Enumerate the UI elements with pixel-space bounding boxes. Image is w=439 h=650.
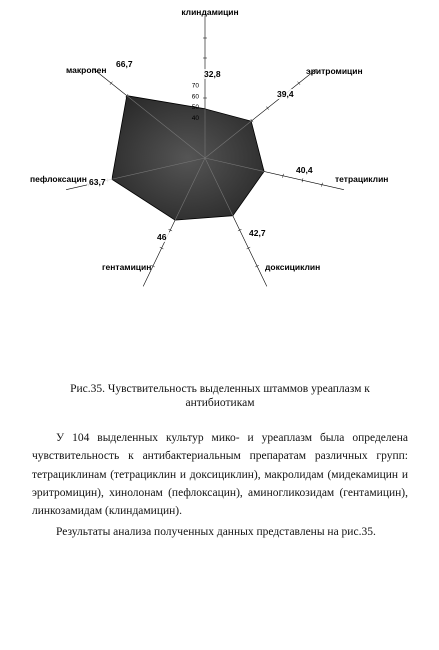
- value-label-5: 63,7: [89, 177, 106, 187]
- axis-label-0: клиндамицин: [181, 7, 239, 17]
- radial-tick-label: 70: [191, 82, 199, 90]
- axis-label-5: пефлоксацин: [30, 174, 87, 184]
- value-label-6: 66,7: [116, 59, 133, 69]
- value-label-4: 46: [157, 232, 167, 242]
- axis-label-3: доксициклин: [265, 262, 321, 272]
- axis-label-1: эритромицин: [306, 66, 363, 76]
- radial-tick-label: 50: [191, 104, 199, 112]
- radial-tick-label: 40: [191, 115, 199, 122]
- radial-tick-label: 60: [191, 93, 199, 101]
- value-label-0: 32,8: [204, 69, 221, 79]
- value-label-1: 39,4: [277, 89, 294, 99]
- data-polygon: [112, 96, 264, 220]
- spoke-tick: [110, 82, 112, 85]
- axis-label-4: гентамицин: [102, 262, 152, 272]
- value-label-3: 42,7: [249, 228, 266, 238]
- spoke-tick: [266, 107, 268, 110]
- axis-label-6: макропен: [66, 65, 107, 75]
- caption-line-1: Рис.35. Чувствительность выделенных штаммов уреаплазм к: [70, 383, 370, 395]
- caption-line-2: антибиотикам: [185, 397, 255, 409]
- figure-caption: [40, 382, 400, 410]
- axis-label-2: тетрациклин: [335, 174, 389, 184]
- value-label-2: 40,4: [296, 165, 313, 175]
- spoke-tick: [298, 82, 300, 85]
- radar-chart: [0, 0, 439, 300]
- paragraph-1: У 104 выделенных культур мико- и уреаплазм была определена чувствительность к антибактериальным препаратам различных групп: тетрациклинам (тетрациклин и доксициклин), макролидам (мидекамицин и эритромицин), хинолонам (пефлоксацин), аминогликозидам (гентамицин), линкозамидам (клиндамицин).: [32, 432, 408, 518]
- body-text: [32, 429, 408, 542]
- paragraph-2: Результаты анализа полученных данных представлены на рис.35.: [56, 526, 376, 539]
